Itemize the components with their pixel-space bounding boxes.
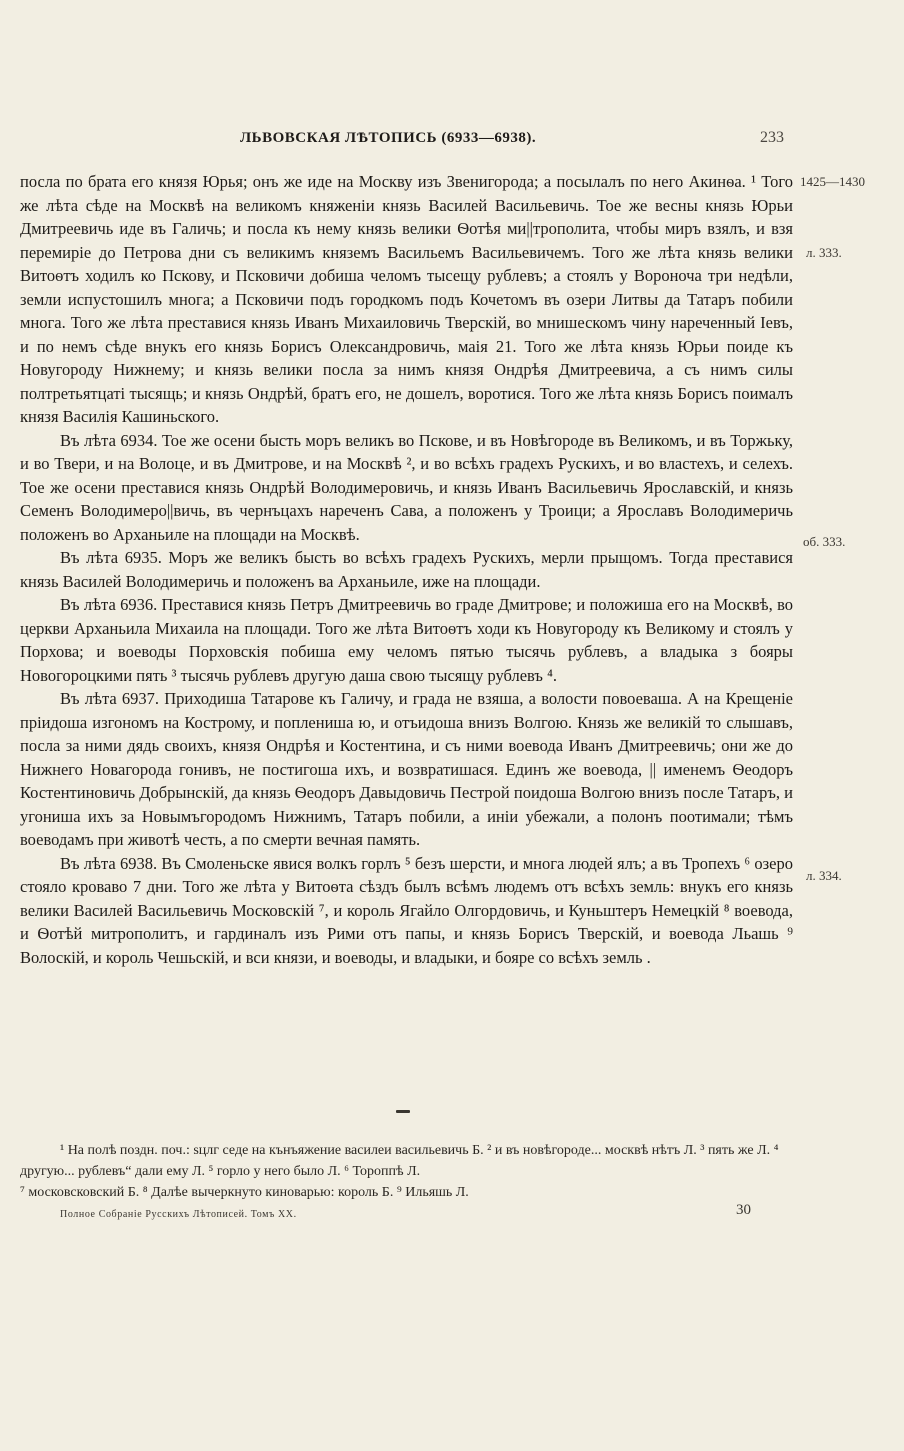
paragraph: Въ лѣта 6934. Тое же осени бысть моръ великъ во Пскове, и въ Новѣгороде въ Великомъ, и въ Торжьку, и во Твери, и на Волоце, и въ Дмитрове, и на Москвѣ ², и во всѣхъ градехъ Рускихъ, и во властехъ, и селехъ. Тое же осени преставися князь Ондрѣй Володимеровичь, и князь Иванъ Васильевичь Ярославскій, и князь Семенъ Володимеро||вичь, въ чернъцахъ нареченъ Сава, а положенъ у Троици; а Ярославъ Володимеричь положенъ во Арханьиле на площади на Москвѣ.	[20, 430, 793, 544]
main-text	[20, 170, 793, 969]
running-header	[0, 130, 904, 152]
footnotes	[20, 1140, 800, 1203]
footnote-line: ⁷ московсковский Б. ⁸ Далѣе вычеркнуто киноварью: король Б. ⁹ Ильяшь Л.	[20, 1185, 469, 1200]
margin-note-leaf: л. 334.	[806, 868, 842, 883]
margin-note-years: 1425—1430	[800, 174, 865, 189]
margin-note-leaf: л. 333.	[806, 245, 842, 260]
paragraph: Въ лѣта 6938. Въ Смоленьске явися волкъ горлъ ⁵ безъ шерсти, и многа людей ялъ; а въ Тропехъ ⁶ озеро стояло кроваво 7 дни. Того же лѣта у Витоѳта сѣздъ былъ всѣмъ людемъ отъ всѣхъ земль: внукъ его князь велики Василей Васильевичь Московскій ⁷, и король Ягайло Олгордовичь, и Куньштеръ Немецкій ⁸ воевода, и Ѳотѣй митрополитъ, и гардиналъ изъ Рими отъ папы, и князь Борисъ Тверскій, и воевода Льашь ⁹ Волоскій, и король Чешьскій, и вси князи, и воеводы, и владыки, и бояре со всѣхъ земль .	[20, 853, 793, 967]
paragraph: Въ лѣта 6935. Моръ же великъ бысть во всѣхъ градехъ Рускихъ, мерли прыщомъ. Тогда преставися князь Василей Володимеричь и положенъ ва Арханьиле, иже на площади.	[20, 548, 793, 591]
page-number: 233	[760, 129, 784, 146]
paragraph: Въ лѣта 6937. Приходиша Татарове къ Галичу, и града не взяша, а волости повоеваша. А на Крещеніе пріидоша изгономъ на Кострому, и поплениша ю, и отъидоша внизъ Волгою. Князь же великій то слышавъ, посла за ними дядь своихъ, князя Ондрѣя и Костентина, и съ ними воевода Иванъ Дмитреевичь; они же до Нижнего Новагорода гонивъ, не постигоша ихъ, и возвратишася. Единъ же воевода, || именемъ Ѳеодоръ Костентиновичь Добрынскій, да князь Ѳеодоръ Давыдовичь Пестрой поидоша Волгою внизъ после Татаръ, и угониша ихъ за Новымъгородомъ Нижнимъ, Татаръ побили, а иніи убежали, а полонъ поотимали; тѣмъ воеводамъ при животѣ честь, а по смерти вечная память.	[20, 689, 793, 849]
header-title: ЛЬВОВСКАЯ ЛѢТОПИСЬ (6933—6938).	[240, 130, 537, 146]
separator-mark	[396, 1110, 410, 1113]
paragraph: посла по брата его князя Юрья; онъ же иде на Москву изъ Звенигорода; а посылалъ по него Акинѳа. ¹ Того же лѣта сѣде на Москвѣ на великомъ княженіи князь Василей Васильевичь. Тое же весны князь Юрьи Дмитреевичь иде въ Галичь; и посла къ нему князь велики Ѳотѣя ми||трополита, чтобы миръ взялъ, и взя перемиріе до Петрова дни съ великимъ княземъ Васильемъ Васильевичемъ. Того же лѣта князь велики Витоѳтъ ходилъ ко Пскову, и Псковичи добиша челомъ тысещу рублевъ; а стоялъ у Вороноча три недѣли, земли испустошилъ многа; а Псковичи подъ городкомъ подъ Кочетомъ въ озери Литвы да Татаръ побили многа. Того же лѣта преставися князь Иванъ Михаиловичь Тверскій, во мнишескомъ чину нареченный Іевъ, и по немъ сѣде внукъ его князь Борисъ Олександровичь, маія 21. Того же лѣта князь Юрьи поиде къ Новугороду Нижнему; и князь велики посла за нимъ князя Ондрѣя Дмитреевича, а съ нимъ силы полтретьятцаті тысящь; и князь Ондрѣй, братъ его, не дошелъ, воротися. Того же лѣта князь Борисъ поималъ князя Василія Кашиньского.	[20, 172, 793, 426]
paragraph: Въ лѣта 6936. Преставися князь Петръ Дмитреевичь во граде Дмитрове; и положиша его на Москвѣ, во церкви Арханьила Михаила на площади. Того же лѣта Витоѳтъ ходи къ Новугороду къ Великому и стоялъ у Порхова; и воеводы Порховскія побиша ему челомъ пятью тысячь рублевъ, а владыка з бояры Новогороцкими пять ³ тысячь рублевъ другую даша свою тысящу рублевъ ⁴.	[20, 595, 793, 685]
collection-footer: Полное Собраніе Русскихъ Лѣтописей. Томъ XX.	[60, 1209, 297, 1220]
footnote-line: ¹ На полѣ поздн. поч.: ѕцлг седе на кънъяжение василеи васильевичь Б. ² и въ новѣгороде... москвѣ нѣтъ Л. ³ пять же Л. ⁴ другую... рублевъ“ дали ему Л. ⁵ горло у него было Л. ⁶ Тороппѣ Л.	[20, 1143, 779, 1179]
margin-note-leaf: об. 333.	[803, 534, 846, 549]
signature-mark: 30	[736, 1202, 751, 1218]
